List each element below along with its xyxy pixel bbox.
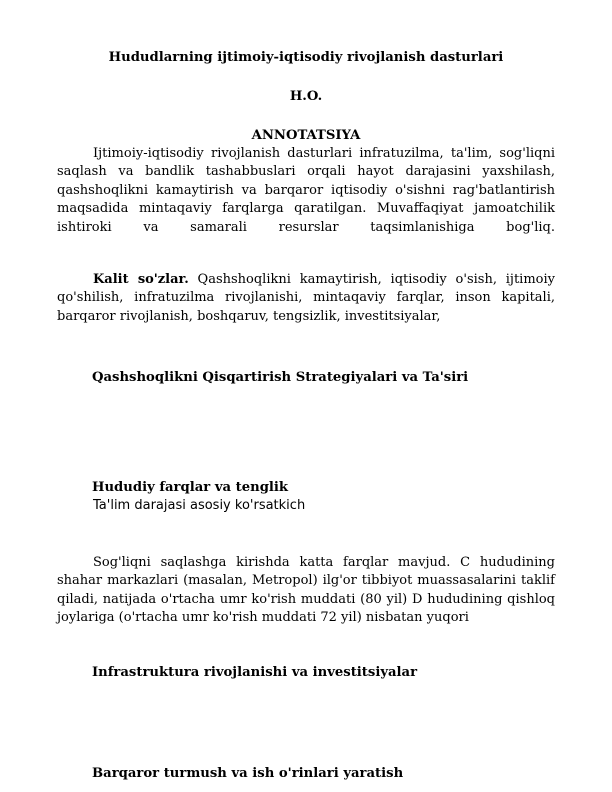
health-paragraph: Sog'liqni saqlashga kirishda katta farqlar mavjud. C hududining shahar markazlari (masalan, Metropol) ilg'or tibbiyot muassasalarini taklif qiladi, natijada o'rtacha umr ko'rish muddati (80 yil) D hududining qishloq joylariga (o'rtacha umr ko'rish muddati 72 yil) nisbatan yuqori <box>57 555 555 626</box>
section-subtext-education: Ta'lim darajasi asosiy ko'rsatkich <box>93 498 306 513</box>
annotation-heading: ANNOTATSIYA <box>251 128 361 143</box>
annotation-paragraph: Ijtimoiy-iqtisodiy rivojlanish dasturlari infratuzilma, ta'lim, sog'liqni saqlash va bandlik tashabbuslari orqali hayot darajasini yaxshilash, qashshoqlikni kamaytirish va barqaror iqtisodiy o'sishni rag'batlantirish maqsadida mintaqaviy farqlarga qaratilgan. Muvaffaqiyat jamoatchilik ishtiroki va samarali resurslar taqsimlanishiga bog'liq. <box>57 146 555 235</box>
keywords-paragraph <box>57 271 555 326</box>
section-heading-infrastructure: Infrastruktura rivojlanishi va investitsiyalar <box>92 665 418 680</box>
author-initials: H.O. <box>289 89 323 104</box>
keywords-text: Qashshoqlikni kamaytirish, iqtisodiy o'sish, ijtimoiy qo'shilish, infratuzilma rivojlanishi, mintaqaviy farqlar, inson kapitali, barqaror rivojlanish, boshqaruv, tengsizlik, investitsiyalar, <box>57 272 555 324</box>
keywords-label: Kalit so'zlar. <box>93 272 189 287</box>
section-heading-poverty-reduction: Qashshoqlikni Qisqartirish Strategiyalari va Ta'siri <box>92 370 469 385</box>
section-heading-regional-disparities: Hududiy farqlar va tenglik <box>92 480 289 495</box>
document-title: Hududlarning ijtimoiy-iqtisodiy rivojlanish dasturlari <box>108 50 504 65</box>
section-heading-sustainable-livelihoods: Barqaror turmush va ish o'rinlari yaratish <box>92 766 404 781</box>
